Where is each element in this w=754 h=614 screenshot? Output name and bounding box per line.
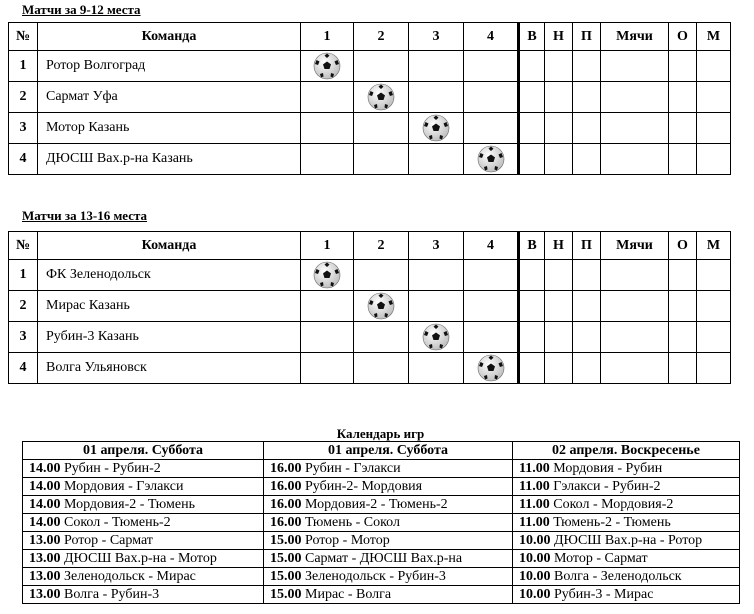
team-name: Волга Ульяновск <box>38 353 301 384</box>
match-teams: Мордовия - Гэлакси <box>60 478 184 494</box>
calendar-match <box>23 514 264 532</box>
match-teams: Мордовия-2 - Тюмень <box>60 496 195 512</box>
result-cell <box>464 353 519 384</box>
group2-table <box>8 231 731 384</box>
stat-cell <box>545 144 573 175</box>
calendar-row <box>23 532 740 550</box>
result-cell <box>301 291 354 322</box>
soccer-ball-icon <box>313 261 341 289</box>
calendar-row <box>23 514 740 532</box>
round-header-4: 4 <box>464 232 519 260</box>
match-teams: Волга - Рубин-3 <box>60 586 160 602</box>
team-number: 2 <box>9 291 38 322</box>
result-cell <box>409 144 464 175</box>
stat-cell <box>545 291 573 322</box>
stat-cell <box>573 51 601 82</box>
calendar-title: Календарь игр <box>336 426 425 441</box>
round-header-2: 2 <box>354 232 409 260</box>
match-time: 15.00 <box>270 550 302 566</box>
match-teams: Мордовия - Рубин <box>549 460 663 476</box>
round-header-2: 2 <box>354 23 409 51</box>
stat-cell <box>519 353 545 384</box>
stat-cell <box>601 144 669 175</box>
team-name: Мотор Казань <box>38 113 301 144</box>
result-cell <box>354 113 409 144</box>
result-cell <box>409 291 464 322</box>
calendar-match <box>23 586 264 604</box>
stat-cell <box>697 144 731 175</box>
result-cell <box>301 260 354 291</box>
stat-header-4: О <box>669 232 697 260</box>
stat-cell <box>545 353 573 384</box>
calendar-match <box>264 514 513 532</box>
num-header: № <box>9 232 38 260</box>
match-time: 14.00 <box>29 496 61 512</box>
stat-cell <box>519 82 545 113</box>
team-number: 4 <box>9 353 38 384</box>
result-cell <box>301 82 354 113</box>
stat-cell <box>669 51 697 82</box>
result-cell <box>354 322 409 353</box>
match-time: 10.00 <box>519 568 551 584</box>
stat-cell <box>545 113 573 144</box>
stat-cell <box>519 322 545 353</box>
stat-cell <box>669 322 697 353</box>
team-row <box>9 260 731 291</box>
match-teams: Рубин-2- Мордовия <box>301 478 423 494</box>
stat-header-3: Мячи <box>601 23 669 51</box>
match-time: 10.00 <box>519 550 551 566</box>
soccer-ball-icon <box>367 292 395 320</box>
match-time: 16.00 <box>270 514 302 530</box>
round-header-1: 1 <box>301 232 354 260</box>
stat-cell <box>545 260 573 291</box>
stat-cell <box>545 322 573 353</box>
team-row <box>9 51 731 82</box>
match-teams: Ротор - Сармат <box>60 532 153 548</box>
stat-cell <box>601 82 669 113</box>
result-cell <box>301 113 354 144</box>
match-teams: Мирас - Волга <box>301 586 392 602</box>
round-header-3: 3 <box>409 23 464 51</box>
match-time: 14.00 <box>29 514 61 530</box>
result-cell <box>464 82 519 113</box>
result-cell <box>409 353 464 384</box>
match-time: 16.00 <box>270 478 302 494</box>
result-cell <box>464 51 519 82</box>
result-cell <box>301 322 354 353</box>
stat-cell <box>601 291 669 322</box>
team-number: 3 <box>9 322 38 353</box>
stat-cell <box>573 322 601 353</box>
match-teams: ДЮСШ Вах.р-на - Мотор <box>60 550 217 566</box>
calendar-match <box>264 550 513 568</box>
calendar-header-row <box>23 442 740 460</box>
stat-cell <box>697 260 731 291</box>
team-row <box>9 353 731 384</box>
match-time: 11.00 <box>519 460 550 476</box>
stat-cell <box>697 82 731 113</box>
group1-table <box>8 22 731 175</box>
stat-cell <box>601 353 669 384</box>
team-number: 3 <box>9 113 38 144</box>
match-teams: Рубин-3 - Мирас <box>550 586 654 602</box>
soccer-ball-icon <box>367 83 395 111</box>
stat-cell <box>601 51 669 82</box>
header-row <box>9 232 731 260</box>
stat-header-0: В <box>519 23 545 51</box>
result-cell <box>464 113 519 144</box>
result-cell <box>354 82 409 113</box>
stat-cell <box>545 82 573 113</box>
calendar-row <box>23 550 740 568</box>
match-time: 10.00 <box>519 586 551 602</box>
stat-cell <box>519 51 545 82</box>
match-teams: Гэлакси - Рубин-2 <box>549 478 661 494</box>
result-cell <box>354 291 409 322</box>
stat-header-2: П <box>573 232 601 260</box>
calendar-match <box>23 550 264 568</box>
calendar-match <box>264 532 513 550</box>
result-cell <box>464 260 519 291</box>
num-header: № <box>9 23 38 51</box>
calendar-row <box>23 460 740 478</box>
stat-header-0: В <box>519 232 545 260</box>
stat-header-3: Мячи <box>601 232 669 260</box>
stat-header-4: О <box>669 23 697 51</box>
calendar-match <box>513 586 740 604</box>
stat-cell <box>669 291 697 322</box>
stat-header-5: М <box>697 23 731 51</box>
header-row <box>9 23 731 51</box>
stat-cell <box>669 353 697 384</box>
calendar-match <box>264 460 513 478</box>
calendar-match <box>513 568 740 586</box>
stat-cell <box>669 260 697 291</box>
calendar-match <box>513 550 740 568</box>
stat-cell <box>573 82 601 113</box>
result-cell <box>409 82 464 113</box>
match-time: 15.00 <box>270 568 302 584</box>
match-teams: Тюмень - Сокол <box>301 514 400 530</box>
calendar-match <box>513 514 740 532</box>
team-name: Ротор Волгоград <box>38 51 301 82</box>
stat-cell <box>697 291 731 322</box>
soccer-ball-icon <box>422 114 450 142</box>
soccer-ball-icon <box>422 323 450 351</box>
round-header-4: 4 <box>464 23 519 51</box>
stat-cell <box>697 322 731 353</box>
team-name: Мирас Казань <box>38 291 301 322</box>
match-time: 15.00 <box>270 532 302 548</box>
calendar-match <box>513 496 740 514</box>
calendar-row <box>23 568 740 586</box>
team-name: Рубин-3 Казань <box>38 322 301 353</box>
stat-cell <box>669 144 697 175</box>
calendar-match <box>264 478 513 496</box>
stat-cell <box>697 113 731 144</box>
match-time: 13.00 <box>29 586 61 602</box>
stat-cell <box>601 113 669 144</box>
match-teams: Тюмень-2 - Тюмень <box>549 514 671 530</box>
match-time: 13.00 <box>29 532 61 548</box>
stat-cell <box>601 322 669 353</box>
stat-cell <box>573 260 601 291</box>
match-time: 16.00 <box>270 460 302 476</box>
match-time: 13.00 <box>29 568 61 584</box>
result-cell <box>464 291 519 322</box>
match-time: 10.00 <box>519 532 551 548</box>
match-time: 16.00 <box>270 496 302 512</box>
match-time: 14.00 <box>29 460 61 476</box>
calendar-match <box>23 460 264 478</box>
stat-cell <box>697 353 731 384</box>
calendar-match <box>264 568 513 586</box>
match-teams: Сокол - Тюмень-2 <box>60 514 171 530</box>
match-time: 11.00 <box>519 514 550 530</box>
calendar-day-header: 01 апреля. Суббота <box>264 442 513 460</box>
calendar-match <box>23 478 264 496</box>
calendar-match <box>513 460 740 478</box>
result-cell <box>301 51 354 82</box>
result-cell <box>301 144 354 175</box>
team-header: Команда <box>38 232 301 260</box>
team-row <box>9 291 731 322</box>
team-row <box>9 82 731 113</box>
team-number: 4 <box>9 144 38 175</box>
match-teams: ДЮСШ Вах.р-на - Ротор <box>550 532 703 548</box>
team-header: Команда <box>38 23 301 51</box>
match-teams: Сокол - Мордовия-2 <box>549 496 674 512</box>
match-time: 15.00 <box>270 586 302 602</box>
stat-cell <box>573 291 601 322</box>
stat-header-1: Н <box>545 23 573 51</box>
match-teams: Мотор - Сармат <box>550 550 648 566</box>
result-cell <box>409 51 464 82</box>
stat-cell <box>519 291 545 322</box>
stat-cell <box>519 260 545 291</box>
team-row <box>9 113 731 144</box>
result-cell <box>354 260 409 291</box>
calendar-row <box>23 586 740 604</box>
team-name: ДЮСШ Вах.р-на Казань <box>38 144 301 175</box>
match-teams: Волга - Зеленодольск <box>550 568 682 584</box>
match-time: 11.00 <box>519 478 550 494</box>
stat-cell <box>573 353 601 384</box>
match-time: 13.00 <box>29 550 61 566</box>
group1-title: Матчи за 9-12 места <box>22 2 141 17</box>
calendar-match <box>264 496 513 514</box>
team-name: Сармат Уфа <box>38 82 301 113</box>
calendar-table <box>22 441 740 604</box>
stat-cell <box>573 144 601 175</box>
team-number: 1 <box>9 260 38 291</box>
match-teams: Зеленодольск - Рубин-3 <box>301 568 446 584</box>
stat-cell <box>573 113 601 144</box>
stat-cell <box>545 51 573 82</box>
match-teams: Зеленодольск - Мирас <box>60 568 196 584</box>
stat-header-1: Н <box>545 232 573 260</box>
stat-cell <box>519 144 545 175</box>
calendar-match <box>264 586 513 604</box>
stat-cell <box>669 113 697 144</box>
team-row <box>9 322 731 353</box>
team-number: 2 <box>9 82 38 113</box>
result-cell <box>409 113 464 144</box>
soccer-ball-icon <box>477 145 505 173</box>
match-teams: Ротор - Мотор <box>301 532 390 548</box>
calendar-row <box>23 496 740 514</box>
result-cell <box>354 353 409 384</box>
match-time: 14.00 <box>29 478 61 494</box>
calendar-match <box>513 532 740 550</box>
result-cell <box>354 51 409 82</box>
stat-cell <box>669 82 697 113</box>
round-header-1: 1 <box>301 23 354 51</box>
stat-header-2: П <box>573 23 601 51</box>
result-cell <box>464 322 519 353</box>
calendar-day-header: 01 апреля. Суббота <box>23 442 264 460</box>
team-row <box>9 144 731 175</box>
stat-cell <box>519 113 545 144</box>
team-number: 1 <box>9 51 38 82</box>
result-cell <box>409 322 464 353</box>
result-cell <box>464 144 519 175</box>
stat-header-5: М <box>697 232 731 260</box>
calendar-day-header: 02 апреля. Воскресенье <box>513 442 740 460</box>
stat-cell <box>697 51 731 82</box>
group2-title: Матчи за 13-16 места <box>22 208 148 223</box>
result-cell <box>354 144 409 175</box>
calendar-match <box>23 496 264 514</box>
match-time: 11.00 <box>519 496 550 512</box>
match-teams: Рубин - Гэлакси <box>301 460 401 476</box>
stat-cell <box>601 260 669 291</box>
calendar-match <box>23 532 264 550</box>
match-teams: Мордовия-2 - Тюмень-2 <box>301 496 448 512</box>
calendar-row <box>23 478 740 496</box>
match-teams: Рубин - Рубин-2 <box>60 460 161 476</box>
result-cell <box>409 260 464 291</box>
calendar-match <box>513 478 740 496</box>
calendar-match <box>23 568 264 586</box>
match-teams: Сармат - ДЮСШ Вах.р-на <box>301 550 463 566</box>
round-header-3: 3 <box>409 232 464 260</box>
result-cell <box>301 353 354 384</box>
soccer-ball-icon <box>313 52 341 80</box>
team-name: ФК Зеленодольск <box>38 260 301 291</box>
soccer-ball-icon <box>477 354 505 382</box>
